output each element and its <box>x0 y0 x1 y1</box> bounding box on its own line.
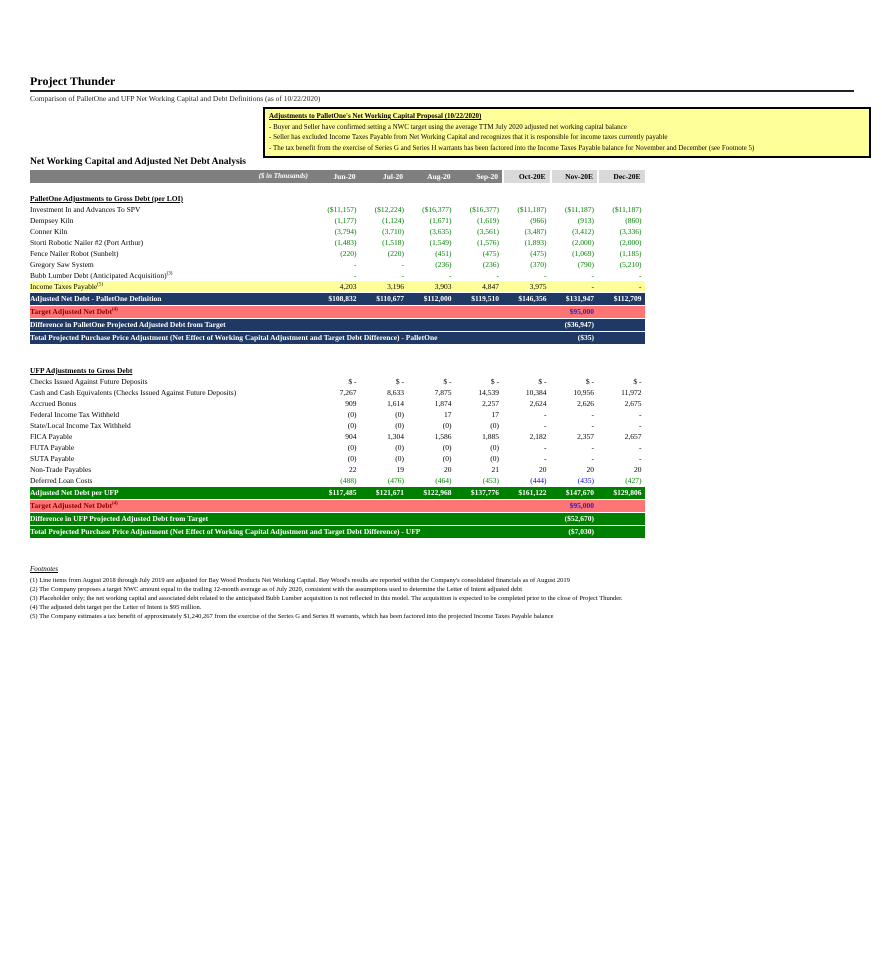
cell-value: (220) <box>387 249 404 258</box>
cell-value: $ - <box>585 377 594 386</box>
cell-value: (427) <box>625 476 642 485</box>
table-row <box>30 215 645 226</box>
cell-value <box>407 332 455 344</box>
cell-value <box>502 500 550 512</box>
cell-value: - <box>591 454 594 463</box>
cell-value: $122,968 <box>423 488 452 497</box>
cell-value: - <box>591 282 594 291</box>
cell-value: $112,000 <box>423 294 452 303</box>
footnotes-title: Footnotes <box>30 565 58 573</box>
table-row <box>30 398 645 409</box>
cell-value: $161,122 <box>518 488 547 497</box>
cell-value <box>597 500 645 512</box>
cell-value: 17 <box>444 410 452 419</box>
cell-value: 2,624 <box>529 399 547 408</box>
cell-value: (453) <box>482 476 499 485</box>
cell-value <box>407 526 455 538</box>
cell-value <box>360 332 408 344</box>
column-header-sep20: Sep-20 <box>455 170 503 183</box>
column-header-oct20e: Oct-20E <box>502 170 550 183</box>
cell-value: (966) <box>530 216 547 225</box>
cell-value <box>407 500 455 512</box>
column-header-dec20e: Dec-20E <box>597 170 645 183</box>
cell-value: $95,000 <box>569 307 594 316</box>
cell-value: (3,635) <box>429 227 452 236</box>
row-label: Cash and Cash Equivalents (Checks Issued Against Future Deposits) <box>30 388 237 397</box>
row-label: Total Projected Purchase Price Adjustment (Net Effect of Working Capital Adjustment and Target Debt Difference) - PalletOne <box>30 333 438 342</box>
cell-value: 2,675 <box>624 399 642 408</box>
row-label: Fence Nailer Robot (Sunbelt) <box>30 249 119 258</box>
cell-value: (0) <box>395 421 404 430</box>
cell-value: (2,000) <box>572 238 594 247</box>
cell-value: (790) <box>577 260 594 269</box>
cell-value <box>407 319 455 331</box>
cell-value <box>597 332 645 344</box>
cell-value: 8,633 <box>387 388 404 397</box>
page-title: Project Thunder <box>30 74 854 92</box>
cell-value: (444) <box>530 476 547 485</box>
table-row <box>30 442 645 453</box>
cell-value: ($11,187) <box>612 205 642 214</box>
cell-value: $ - <box>395 377 404 386</box>
footnote-2: (2) The Company proposes a target NWC amount equal to the trailing 12-month average as of July 2020, consistent with the assumptions used to determine the Letter of Intent adjusted debt <box>30 586 523 593</box>
cell-value: (3,336) <box>619 227 642 236</box>
cell-value <box>455 500 503 512</box>
column-header-jun20: Jun-20 <box>312 170 360 183</box>
cell-value: 1,304 <box>387 432 404 441</box>
section-title-ufp: UFP Adjustments to Gross Debt <box>30 366 133 375</box>
cell-value: (1,124) <box>382 216 404 225</box>
cell-value: (464) <box>435 476 452 485</box>
cell-value: - <box>591 443 594 452</box>
table-row <box>30 237 645 248</box>
summary-row <box>30 526 645 538</box>
footnote-1: (1) Line items from August 2018 through July 2019 are adjusted for Bay Wood Products Net Working Capital. Bay Wood's results are reported within the Company's consolidated financials as of August 2019 <box>30 577 570 584</box>
footnote-5: (5) The Company estimates a tax benefit of approximately $1,240,267 from the exercise of the Series G and Series H warrants, which has been factored into the projected Income Taxes Payable balance <box>30 613 554 620</box>
row-label: Difference in PalletOne Projected Adjusted Debt from Target <box>30 320 226 329</box>
cell-value: - <box>449 271 452 280</box>
cell-value: - <box>496 271 499 280</box>
row-label: Adjusted Net Debt - PalletOne Definition <box>30 294 162 303</box>
table-row <box>30 431 645 442</box>
table-row <box>30 464 645 475</box>
cell-value: 3,903 <box>434 282 452 291</box>
row-label: Difference in UFP Projected Adjusted Debt from Target <box>30 514 209 523</box>
cell-value: $ - <box>538 377 547 386</box>
row-label: Dempsey Kiln <box>30 216 74 225</box>
cell-value <box>502 513 550 525</box>
cell-value: (488) <box>340 476 357 485</box>
cell-value: $ - <box>443 377 452 386</box>
row-label: SUTA Payable <box>30 454 75 463</box>
cell-value: 2,657 <box>624 432 642 441</box>
cell-value: (0) <box>490 421 499 430</box>
cell-value <box>455 526 503 538</box>
cell-value: (0) <box>395 443 404 452</box>
cell-value: (3,561) <box>477 227 499 236</box>
cell-value: ($16,377) <box>469 205 499 214</box>
table-row <box>30 248 645 259</box>
row-label: Adjusted Net Debt per UFP <box>30 488 119 497</box>
cell-value <box>597 513 645 525</box>
callout-line: - Seller has excluded Income Taxes Payable from Net Working Capital and recognizes that it is responsible for income taxes currently payable <box>269 133 668 141</box>
cell-value: - <box>354 271 357 280</box>
cell-value: ($11,157) <box>327 205 357 214</box>
cell-value: ($35) <box>577 333 594 342</box>
cell-value: (3,412) <box>572 227 594 236</box>
cell-value <box>312 500 360 512</box>
cell-value: (1,518) <box>382 238 404 247</box>
cell-value: (0) <box>347 421 357 430</box>
document-content <box>30 74 854 621</box>
cell-value <box>312 306 360 318</box>
cell-value: (1,671) <box>429 216 452 225</box>
cell-value: (451) <box>435 249 452 258</box>
row-label: Target Adjusted Net Debt$^{(4)}$ <box>30 307 118 316</box>
cell-value: (1,893) <box>524 238 547 247</box>
cell-value: $117,485 <box>328 488 357 497</box>
cell-value <box>597 526 645 538</box>
cell-value: (0) <box>395 454 404 463</box>
table-row <box>30 204 645 215</box>
footnotes <box>30 565 854 621</box>
summary-row <box>30 319 645 331</box>
adjustments-callout-box <box>263 107 871 158</box>
cell-value: (0) <box>347 454 357 463</box>
cell-value: - <box>591 410 594 419</box>
cell-value <box>455 332 503 344</box>
cell-value: - <box>401 260 404 269</box>
cell-value: 3,196 <box>387 282 404 291</box>
cell-value: (0) <box>442 454 452 463</box>
cell-value: (1,069) <box>572 249 594 258</box>
callout-title: Adjustments to PalletOne's Net Working Capital Proposal (10/22/2020) <box>269 112 482 120</box>
cell-value <box>360 500 408 512</box>
cell-value: (1,177) <box>334 216 357 225</box>
footnote-ref: (5) <box>97 282 104 288</box>
cell-value: 21 <box>491 465 499 474</box>
cell-value: - <box>544 454 547 463</box>
cell-value: (3,487) <box>524 227 547 236</box>
summary-row <box>30 513 645 525</box>
table-row <box>30 376 645 387</box>
callout-line: - The tax benefit from the exercise of Series G and Series H warrants has been factored into the Income Taxes Payable balance for November and December (see Footnote 5) <box>269 143 755 152</box>
cell-value: - <box>544 271 547 280</box>
table-row <box>30 281 645 292</box>
cell-value: 7,875 <box>434 388 452 397</box>
cell-value: $ - <box>490 377 499 386</box>
cell-value: 2,626 <box>577 399 594 408</box>
cell-value: ($12,224) <box>374 205 404 214</box>
cell-value: (220) <box>340 249 357 258</box>
cell-value <box>407 306 455 318</box>
cell-value: - <box>639 454 642 463</box>
cell-value <box>597 306 645 318</box>
cell-value: $ - <box>633 377 642 386</box>
cell-value: ($36,947) <box>564 320 594 329</box>
table-row <box>30 453 645 464</box>
footnote-ref: (4) <box>112 501 118 507</box>
cell-value: (475) <box>530 249 547 258</box>
cell-value <box>360 319 408 331</box>
cell-value: (435) <box>577 476 594 485</box>
summary-row <box>30 487 645 499</box>
row-label: Total Projected Purchase Price Adjustment (Net Effect of Working Capital Adjustment and Target Debt Difference) - UFP <box>30 527 421 536</box>
row-label: Checks Issued Against Future Deposits <box>30 377 148 386</box>
cell-value: (0) <box>490 454 499 463</box>
table-row <box>30 270 645 281</box>
cell-value <box>360 306 408 318</box>
analysis-table <box>30 170 645 538</box>
cell-value: 17 <box>491 410 499 419</box>
cell-value <box>312 513 360 525</box>
cell-value: - <box>639 410 642 419</box>
cell-value: - <box>639 421 642 430</box>
cell-value: - <box>591 421 594 430</box>
cell-value <box>360 513 408 525</box>
cell-value: (3,710) <box>382 227 404 236</box>
cell-value: 1,885 <box>482 432 499 441</box>
cell-value: 909 <box>345 399 357 408</box>
cell-value: $110,677 <box>376 294 404 303</box>
column-header-jul20: Jul-20 <box>360 170 408 183</box>
cell-value <box>502 332 550 344</box>
cell-value: (3,794) <box>334 227 357 236</box>
cell-value: - <box>591 271 594 280</box>
footnote-ref: (4) <box>112 307 118 313</box>
cell-value <box>312 332 360 344</box>
table-header-row <box>30 170 645 183</box>
cell-value: (370) <box>530 260 547 269</box>
cell-value: ($52,670) <box>564 514 594 523</box>
cell-value: - <box>639 271 642 280</box>
cell-value: (1,576) <box>477 238 499 247</box>
cell-value: 2,357 <box>577 432 594 441</box>
column-header-nov20e: Nov-20E <box>550 170 598 183</box>
cell-value: (0) <box>395 410 404 419</box>
cell-value: $119,510 <box>471 294 499 303</box>
cell-value: $121,671 <box>375 488 404 497</box>
row-label: State/Local Income Tax Withheld <box>30 421 131 430</box>
cell-value: - <box>639 443 642 452</box>
cell-value: 20 <box>586 465 594 474</box>
cell-value <box>312 319 360 331</box>
page-subtitle: Comparison of PalletOne and UFP Net Working Capital and Debt Definitions (as of 10/22/2020) <box>30 94 321 103</box>
cell-value: $146,356 <box>518 294 547 303</box>
cell-value <box>455 513 503 525</box>
table-row <box>30 259 645 270</box>
cell-value <box>312 526 360 538</box>
table-row <box>30 226 645 237</box>
cell-value: 1,874 <box>434 399 452 408</box>
cell-value: (236) <box>482 260 499 269</box>
callout-line: - Buyer and Seller have confirmed setting a NWC target using the average TTM July 2020 adjusted net working capital balance <box>269 122 627 131</box>
cell-value: 1,614 <box>387 399 404 408</box>
footnote-ref: (3) <box>166 271 173 277</box>
cell-value: 2,257 <box>482 399 499 408</box>
cell-value <box>360 526 408 538</box>
summary-row <box>30 293 645 305</box>
cell-value <box>502 306 550 318</box>
table-row <box>30 387 645 398</box>
cell-value: - <box>639 282 642 291</box>
summary-row <box>30 500 645 512</box>
cell-value: - <box>354 260 357 269</box>
cell-value <box>455 306 503 318</box>
cell-value <box>455 319 503 331</box>
cell-value: 1,586 <box>434 432 452 441</box>
cell-value: 19 <box>396 465 404 474</box>
cell-value: (0) <box>490 443 499 452</box>
footnote-4: (4) The adjusted debt target per the Letter of Intent is $95 million. <box>30 604 202 611</box>
cell-value: 2,182 <box>529 432 547 441</box>
cell-value: - <box>544 443 547 452</box>
cell-value: 14,539 <box>478 388 499 397</box>
cell-value: ($11,187) <box>517 205 547 214</box>
cell-value: (5,210) <box>619 260 642 269</box>
cell-value: $131,947 <box>565 294 594 303</box>
cell-value: (476) <box>387 476 404 485</box>
analysis-title: Net Working Capital and Adjusted Net Debt Analysis <box>30 157 246 167</box>
cell-value: 20 <box>539 465 547 474</box>
row-label: Conner Kiln <box>30 227 68 236</box>
row-label: Storti Robotic Nailer #2 (Port Arthur) <box>30 238 144 247</box>
cell-value: 904 <box>345 432 357 441</box>
row-label: Income Taxes Payable$^{(5)}$ <box>30 282 104 291</box>
cell-value: $129,806 <box>613 488 642 497</box>
footnote-3: (3) Placeholder only; the net working capital and associated debt related to the anticipated Bubb Lumber acquisition is not reflected in this model. The acquisition is expected to be completed prior to the close of Project Thunder. <box>30 595 623 602</box>
cell-value: $137,776 <box>470 488 499 497</box>
section-title-palletone: PalletOne Adjustments to Gross Debt (per LOI) <box>30 194 184 203</box>
cell-value: - <box>544 410 547 419</box>
cell-value <box>597 319 645 331</box>
row-label: Bubb Lumber Debt (Anticipated Acquisition)$^{(3)}$ <box>30 271 173 280</box>
table-row <box>30 475 645 486</box>
units-label: ($ in Thousands) <box>30 170 312 183</box>
cell-value <box>407 513 455 525</box>
cell-value: 20 <box>634 465 642 474</box>
cell-value: (1,185) <box>619 249 642 258</box>
summary-row <box>30 306 645 318</box>
cell-value: ($16,377) <box>422 205 452 214</box>
cell-value: 3,975 <box>529 282 547 291</box>
cell-value: $95,000 <box>569 501 594 510</box>
cell-value: $ - <box>348 377 357 386</box>
cell-value: - <box>401 271 404 280</box>
row-label: Gregory Saw System <box>30 260 94 269</box>
table-row <box>30 409 645 420</box>
cell-value: (0) <box>347 410 357 419</box>
cell-value: 7,267 <box>339 388 357 397</box>
cell-value: (236) <box>435 260 452 269</box>
cell-value: 22 <box>349 465 357 474</box>
row-label: Target Adjusted Net Debt$^{(4)}$ <box>30 501 118 510</box>
cell-value: (1,483) <box>334 238 357 247</box>
cell-value: 4,203 <box>339 282 357 291</box>
cell-value: $147,670 <box>565 488 594 497</box>
row-label: FUTA Payable <box>30 443 75 452</box>
cell-value: ($7,030) <box>568 527 594 536</box>
row-label: Deferred Loan Costs <box>30 476 93 485</box>
palletone-section-rows <box>30 204 645 344</box>
cell-value <box>502 319 550 331</box>
cell-value: (1,619) <box>477 216 499 225</box>
ufp-section-rows <box>30 376 645 538</box>
row-label: Federal Income Tax Withheld <box>30 410 120 419</box>
cell-value: (0) <box>442 421 452 430</box>
cell-value: $108,832 <box>328 294 357 303</box>
cell-value: (475) <box>482 249 499 258</box>
row-label: Investment In and Advances To SPV <box>30 205 141 214</box>
column-header-aug20: Aug-20 <box>407 170 455 183</box>
cell-value: (2,000) <box>619 238 642 247</box>
summary-row <box>30 332 645 344</box>
cell-value <box>502 526 550 538</box>
cell-value: (1,549) <box>429 238 452 247</box>
cell-value: 20 <box>444 465 452 474</box>
cell-value: (0) <box>442 443 452 452</box>
cell-value: 4,847 <box>482 282 499 291</box>
row-label: Accrued Bonus <box>30 399 77 408</box>
cell-value: (0) <box>347 443 357 452</box>
cell-value: (913) <box>577 216 594 225</box>
row-label: FICA Payable <box>30 432 73 441</box>
cell-value: $112,709 <box>613 294 642 303</box>
cell-value: (860) <box>625 216 642 225</box>
row-label: Non-Trade Payables <box>30 465 92 474</box>
cell-value: ($11,187) <box>564 205 594 214</box>
table-row <box>30 420 645 431</box>
cell-value: 10,384 <box>525 388 547 397</box>
cell-value: 11,972 <box>621 388 642 397</box>
cell-value: 10,956 <box>573 388 594 397</box>
cell-value: - <box>544 421 547 430</box>
